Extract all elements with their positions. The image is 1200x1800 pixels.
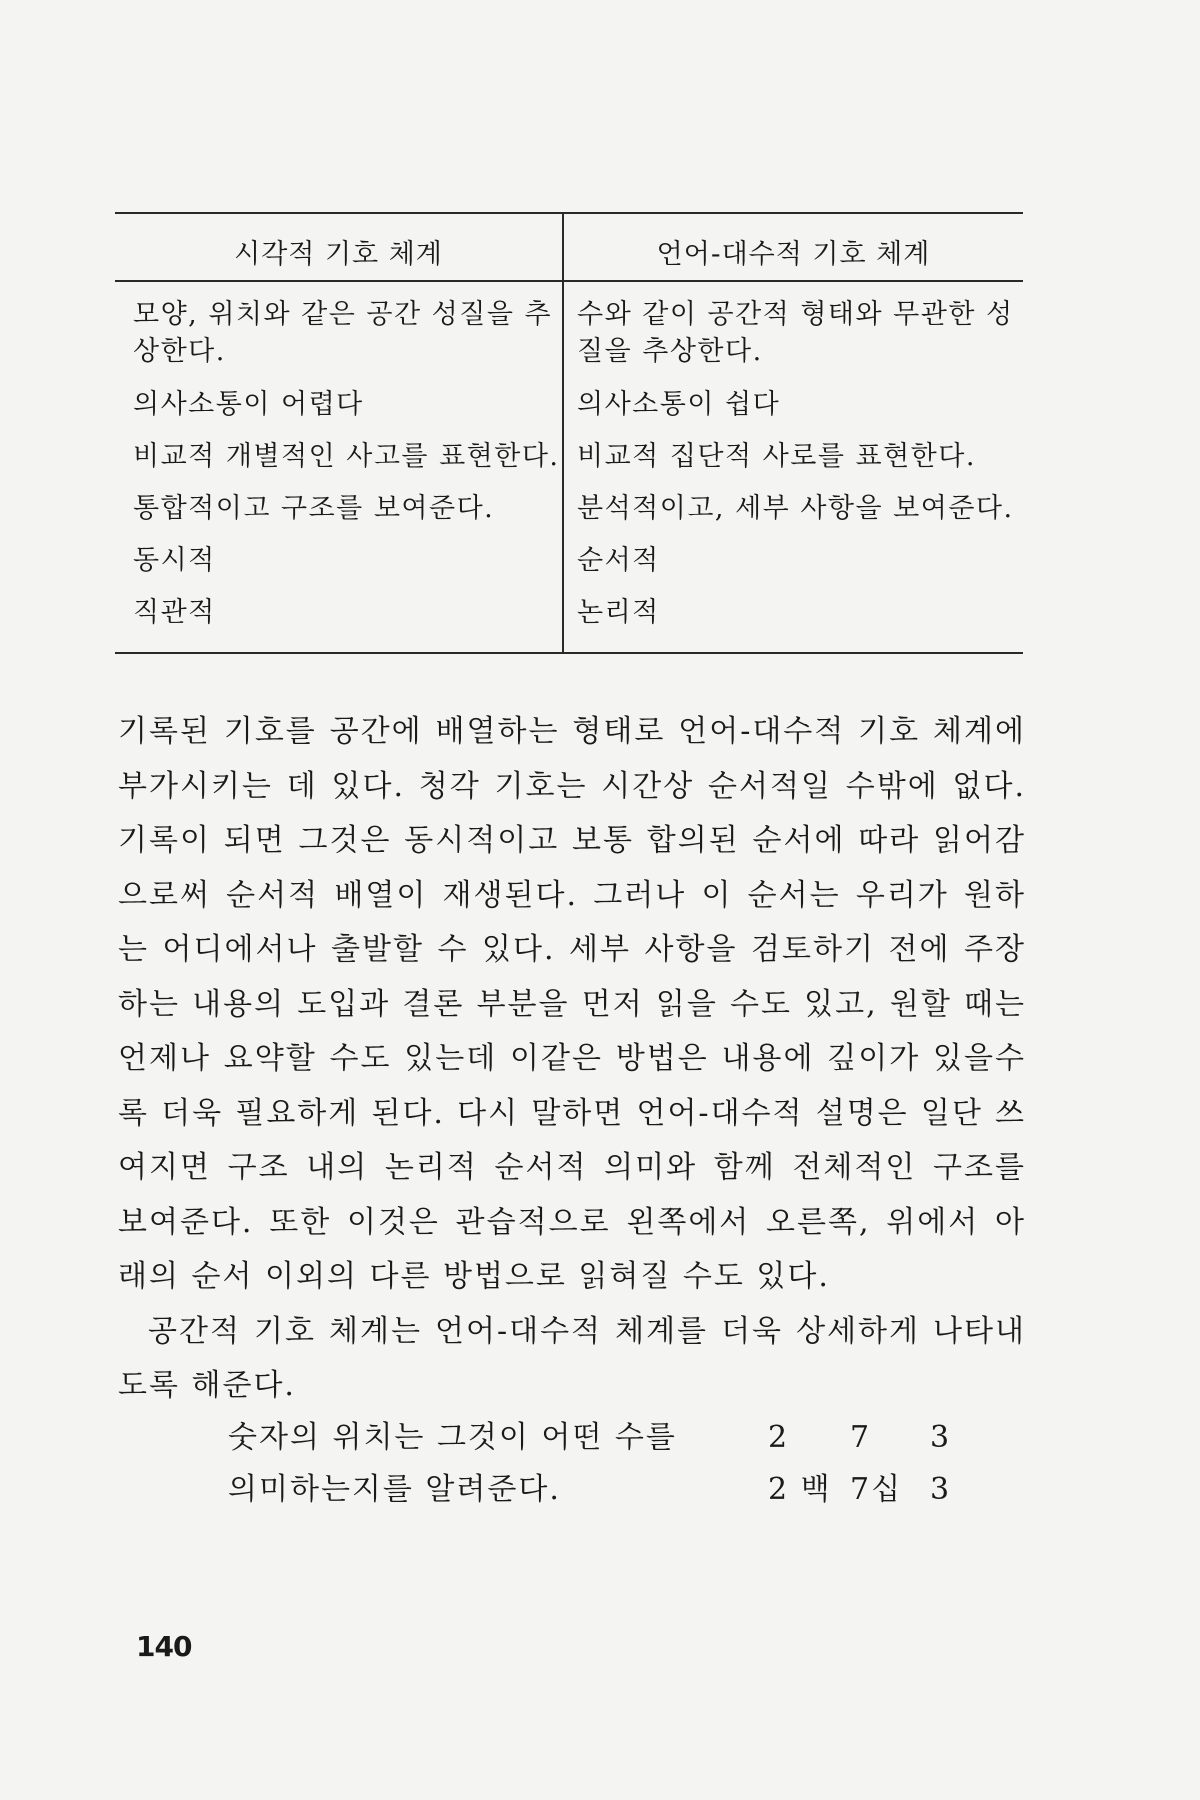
example-caption-line: 숫자의 위치는 그것이 어떤 수를 [228, 1420, 677, 1455]
table-cell: 비교적 집단적 사로를 표현한다. [577, 441, 976, 472]
table-cell: 수와 같이 공간적 형태와 무관한 성질을 추상한다. [577, 299, 1014, 367]
example-place-value: 7십 [850, 1472, 903, 1507]
table-header-divider [115, 280, 1023, 282]
table-cell: 동시적 [133, 545, 216, 576]
example-row [228, 1464, 968, 1516]
visual-system-column [133, 296, 558, 631]
table-cell: 모양, 위치와 같은 공간 성질을 추상한다. [133, 299, 553, 367]
table-cell: 비교적 개별적인 사고를 표현한다. [133, 441, 560, 472]
table-cell: 분석적이고, 세부 사항을 보여준다. [577, 493, 1014, 524]
example-place-value: 2 백 [768, 1472, 832, 1507]
page-number: 140 [136, 1630, 192, 1663]
example-row [228, 1412, 968, 1464]
example-digit: 3 [930, 1420, 952, 1455]
body-text [118, 705, 1026, 1414]
example-digit: 7 [850, 1420, 872, 1455]
comparison-table [115, 212, 1023, 654]
example-place-value: 3 [930, 1472, 952, 1507]
example-caption-line: 의미하는지를 알려준다. [228, 1472, 561, 1507]
header-verbal-algebraic-system: 언어-대수적 기호 체계 [656, 239, 931, 270]
table-cell: 직관적 [133, 597, 216, 628]
paragraph: 기록된 기호를 공간에 배열하는 형태로 언어-대수적 기호 체계에 부가시키는 데 있다. 청각 기호는 시간상 순서적일 수밖에 없다. 기록이 되면 그것은 동시적이고 보통 합의된 순서에 따라 읽어감으로써 순서적 배열이 재생된다. 그러나 이 순서는 우리가 원하는 어디에서나 출발할 수 있다. 세부 사항을 검토하기 전에 주장하는 내용의 도입과 결론 부분을 먼저 읽을 수도 있고, 원할 때는 언제나 요약할 수도 있는데 이같은 방법은 내용에 깊이가 있을수록 더욱 필요하게 된다. 다시 말하면 언어-대수적 설명은 일단 쓰여지면 구조 내의 논리적 순서적 의미와 함께 전체적인 구조를 보여준다. 또한 이것은 관습적으로 왼쪽에서 오른쪽, 위에서 아래의 순서 이외의 다른 방법으로 읽혀질 수도 있다. [118, 714, 1026, 1294]
table-cell: 통합적이고 구조를 보여준다. [133, 493, 495, 524]
header-visual-symbol-system: 시각적 기호 체계 [234, 239, 443, 270]
paragraph: 공간적 기호 체계는 언어-대수적 체계를 더욱 상세하게 나타내도록 해준다. [118, 1313, 1026, 1403]
table-cell: 의사소통이 쉽다 [577, 389, 781, 420]
example-digit: 2 [768, 1420, 790, 1455]
table-cell: 의사소통이 어렵다 [133, 389, 364, 420]
table-cell: 논리적 [577, 597, 660, 628]
number-position-example [228, 1412, 968, 1516]
verbal-system-column [577, 296, 1017, 631]
table-cell: 순서적 [577, 545, 660, 576]
